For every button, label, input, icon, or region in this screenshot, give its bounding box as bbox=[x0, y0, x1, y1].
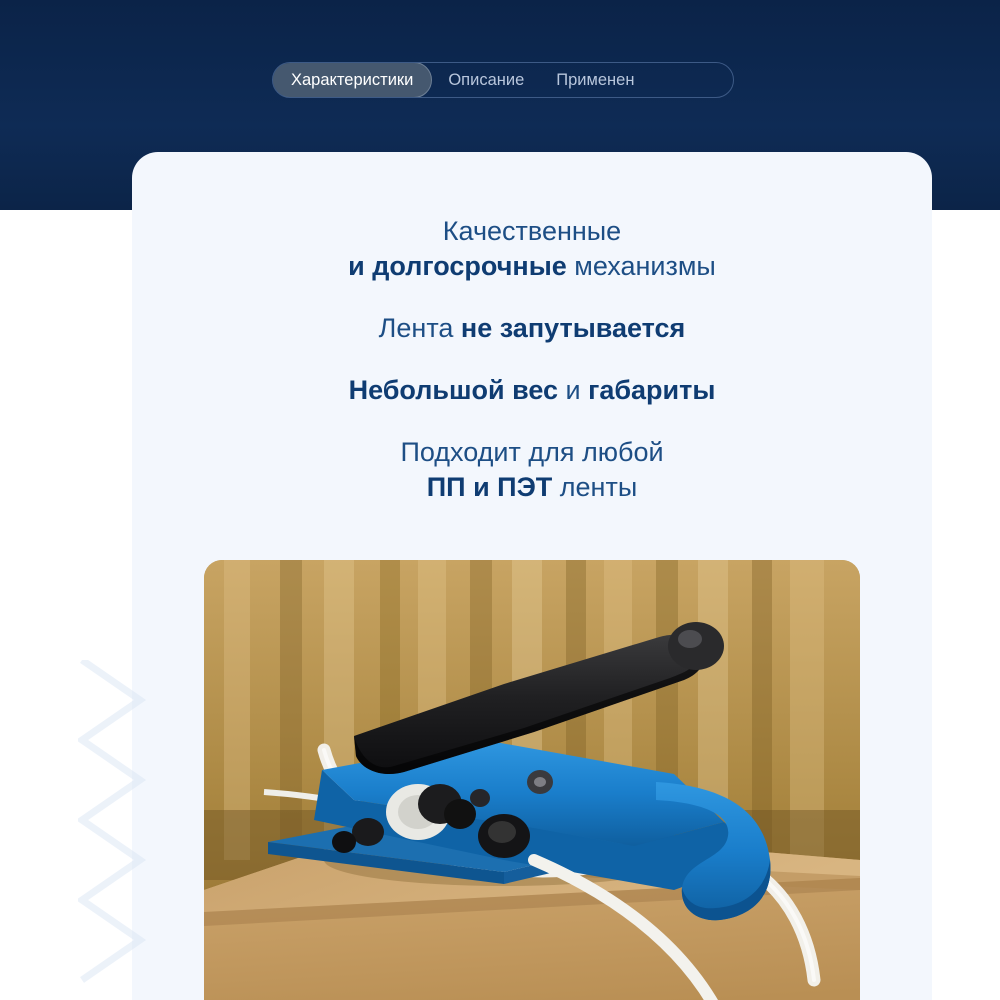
feature-bold: и долгосрочные bbox=[348, 251, 567, 281]
tab-application[interactable]: Применен bbox=[556, 70, 635, 89]
feature-line: Подходит для любой bbox=[400, 437, 664, 467]
feature-line bbox=[132, 311, 932, 346]
feature-item-any-strap bbox=[132, 435, 932, 505]
feature-line bbox=[132, 470, 932, 505]
feature-line bbox=[132, 249, 932, 284]
feature-item-light-weight bbox=[132, 373, 932, 408]
tab-bar[interactable] bbox=[272, 62, 734, 98]
feature-bold: не запутывается bbox=[460, 313, 686, 343]
feature-bold: Небольшой вес bbox=[348, 375, 558, 405]
product-photo bbox=[204, 560, 860, 1000]
content-card bbox=[132, 152, 932, 1000]
feature-plain: ленты bbox=[552, 472, 638, 502]
feature-plain: и bbox=[558, 375, 589, 405]
feature-bold: ПП и ПЭТ bbox=[426, 472, 553, 502]
feature-bold-2: габариты bbox=[588, 375, 716, 405]
tab-characteristics[interactable]: Характеристики bbox=[272, 62, 432, 98]
feature-list bbox=[132, 214, 932, 532]
product-photo-illustration bbox=[204, 560, 860, 1000]
feature-plain: механизмы bbox=[566, 251, 716, 281]
feature-item-mechanisms bbox=[132, 214, 932, 284]
feature-item-no-tangle bbox=[132, 311, 932, 346]
feature-line bbox=[132, 373, 932, 408]
zigzag-decoration bbox=[78, 660, 148, 1000]
feature-plain: Лента bbox=[378, 313, 461, 343]
tab-description[interactable]: Описание bbox=[448, 70, 525, 89]
feature-line: Качественные bbox=[442, 216, 622, 246]
